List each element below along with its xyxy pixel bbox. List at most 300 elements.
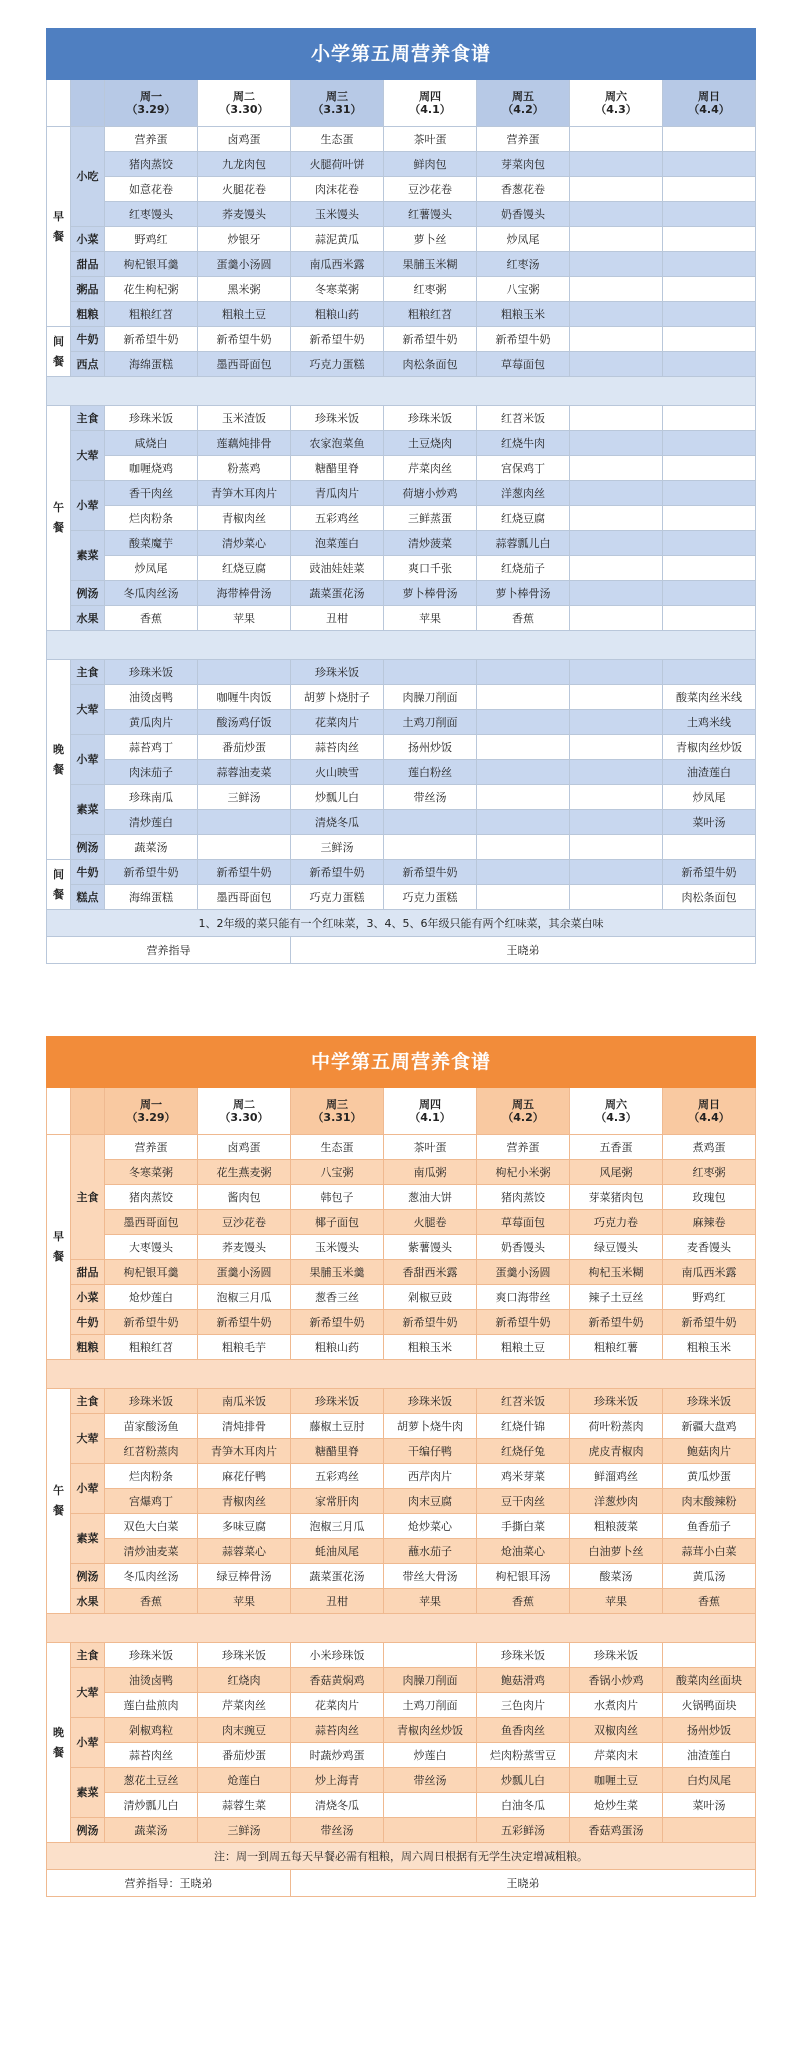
dish-cell: 芹菜肉丝 <box>384 456 477 481</box>
dish-cell: 洋葱炒肉 <box>570 1489 663 1514</box>
dish-cell: 萝卜丝 <box>384 227 477 252</box>
category-label: 素菜 <box>71 1514 105 1564</box>
dish-cell: 肉沫茄子 <box>105 760 198 785</box>
dish-cell: 白灼凤尾 <box>663 1768 756 1793</box>
dish-cell <box>477 785 570 810</box>
dish-cell: 营养蛋 <box>477 1135 570 1160</box>
dish-cell: 多味豆腐 <box>198 1514 291 1539</box>
menu-row <box>47 227 756 252</box>
dish-cell: 珍珠米饭 <box>663 1389 756 1414</box>
nutrition-guidance-label: 营养指导：王晓弟 <box>47 1870 291 1897</box>
dish-cell <box>570 760 663 785</box>
dish-cell: 猪肉蒸饺 <box>105 1185 198 1210</box>
dish-cell: 清炒瓢儿白 <box>105 1793 198 1818</box>
dish-cell: 珍珠米饭 <box>291 660 384 685</box>
dish-cell: 卤鸡蛋 <box>198 1135 291 1160</box>
dish-cell: 红烧什锦 <box>477 1414 570 1439</box>
dish-cell: 炒莲白 <box>384 1743 477 1768</box>
dish-cell <box>570 456 663 481</box>
dish-cell: 煮鸡蛋 <box>663 1135 756 1160</box>
footer-row <box>47 937 756 964</box>
category-label: 小荤 <box>71 1464 105 1514</box>
dish-cell: 墨西哥面包 <box>198 885 291 910</box>
dish-cell: 麻花仔鸭 <box>198 1464 291 1489</box>
spacer-cell <box>47 1360 756 1389</box>
dish-cell: 红烧仔兔 <box>477 1439 570 1464</box>
dish-cell: 蒜苔肉丝 <box>291 1718 384 1743</box>
day-header <box>105 80 198 127</box>
dish-cell: 新希望牛奶 <box>291 860 384 885</box>
spacer-row <box>47 1614 756 1643</box>
dish-cell: 土鸡米线 <box>663 710 756 735</box>
dish-cell <box>477 860 570 885</box>
dish-cell <box>663 1818 756 1843</box>
menu-note: 注：周一到周五每天早餐必需有粗粮，周六周日根据有无学生决定增减粗粮。 <box>47 1843 756 1870</box>
meal-label: 晚 餐 <box>47 660 71 860</box>
category-label: 粥品 <box>71 277 105 302</box>
dish-cell: 红烧牛肉 <box>477 431 570 456</box>
day-name: 周日 <box>698 90 720 103</box>
dish-cell: 粗粮红薯 <box>570 1335 663 1360</box>
dish-cell: 双色大白菜 <box>105 1514 198 1539</box>
dish-cell: 肉臊刀削面 <box>384 1668 477 1693</box>
dish-cell: 豆沙花卷 <box>198 1210 291 1235</box>
dish-cell <box>570 202 663 227</box>
dish-cell: 猪肉蒸饺 <box>477 1185 570 1210</box>
dish-cell <box>477 660 570 685</box>
spacer-row <box>47 631 756 660</box>
dish-cell: 红烧肉 <box>198 1668 291 1693</box>
dish-cell: 菜叶汤 <box>663 810 756 835</box>
category-label: 水果 <box>71 1589 105 1614</box>
dish-cell: 椰子面包 <box>291 1210 384 1235</box>
menu-row <box>47 860 756 885</box>
dish-cell: 咸烧白 <box>105 431 198 456</box>
dish-cell <box>570 810 663 835</box>
dish-cell: 黄瓜汤 <box>663 1564 756 1589</box>
dish-cell: 珍珠米饭 <box>105 406 198 431</box>
dish-cell: 扬州炒饭 <box>384 735 477 760</box>
day-name: 周六 <box>605 1098 627 1111</box>
category-label: 小荤 <box>71 735 105 785</box>
day-date: （4.1） <box>409 103 451 116</box>
dish-cell <box>477 760 570 785</box>
dish-cell: 酸菜肉丝面块 <box>663 1668 756 1693</box>
dish-cell: 莲白盐煎肉 <box>105 1693 198 1718</box>
dish-cell: 蚝油凤尾 <box>291 1539 384 1564</box>
dish-cell: 酸菜魔芋 <box>105 531 198 556</box>
dish-cell: 清炒菜心 <box>198 531 291 556</box>
dish-cell: 蛋羹小汤圆 <box>198 252 291 277</box>
dish-cell: 粗粮山药 <box>291 302 384 327</box>
dish-cell <box>663 431 756 456</box>
dish-cell: 鲜溜鸡丝 <box>570 1464 663 1489</box>
day-date: （3.30） <box>219 103 269 116</box>
dish-cell: 红枣馒头 <box>105 202 198 227</box>
dish-cell: 三鲜蒸蛋 <box>384 506 477 531</box>
dish-cell: 葱油大饼 <box>384 1185 477 1210</box>
dish-cell: 芽菜肉包 <box>477 152 570 177</box>
dish-cell: 宫保鸡丁 <box>477 456 570 481</box>
dish-cell: 番茄炒蛋 <box>198 1743 291 1768</box>
day-header <box>477 1088 570 1135</box>
dish-cell: 珍珠米饭 <box>291 406 384 431</box>
dish-cell: 苹果 <box>384 606 477 631</box>
dish-cell: 苹果 <box>198 606 291 631</box>
category-label: 大荤 <box>71 1668 105 1718</box>
dish-cell: 荞麦馒头 <box>198 202 291 227</box>
day-date: （3.29） <box>126 103 176 116</box>
dish-cell: 五彩鲜汤 <box>477 1818 570 1843</box>
dish-cell: 新疆大盘鸡 <box>663 1414 756 1439</box>
primary-school-menu <box>46 28 756 964</box>
day-name: 周五 <box>512 90 534 103</box>
dish-cell: 丑柑 <box>291 1589 384 1614</box>
dish-cell <box>570 710 663 735</box>
dish-cell: 蒜蓉瓢儿白 <box>477 531 570 556</box>
dish-cell: 烂肉粉条 <box>105 506 198 531</box>
day-date: （4.3） <box>595 1111 637 1124</box>
dish-cell: 红苕粉蒸肉 <box>105 1439 198 1464</box>
dish-cell: 青椒肉丝 <box>198 506 291 531</box>
dish-cell <box>663 1643 756 1668</box>
dish-cell <box>663 352 756 377</box>
meal-label: 早 餐 <box>47 127 71 327</box>
header-blank <box>71 1088 105 1135</box>
dish-cell: 虎皮青椒肉 <box>570 1439 663 1464</box>
dish-cell: 粗粮毛芋 <box>198 1335 291 1360</box>
category-label: 素菜 <box>71 531 105 581</box>
dish-cell: 果脯玉米羹 <box>291 1260 384 1285</box>
dish-cell <box>477 835 570 860</box>
dish-cell <box>663 227 756 252</box>
dish-cell: 红薯馒头 <box>384 202 477 227</box>
menu-row <box>47 406 756 431</box>
dish-cell: 南瓜西米露 <box>663 1260 756 1285</box>
dish-cell: 玉米馒头 <box>291 202 384 227</box>
dish-cell: 海绵蛋糕 <box>105 352 198 377</box>
dish-cell: 豆沙花卷 <box>384 177 477 202</box>
category-label: 主食 <box>71 1389 105 1414</box>
dish-cell: 香蕉 <box>105 606 198 631</box>
dish-cell <box>570 531 663 556</box>
category-label: 主食 <box>71 1135 105 1260</box>
menu-row <box>47 506 756 531</box>
dish-cell: 珍珠米饭 <box>570 1643 663 1668</box>
dish-cell: 粗粮土豆 <box>477 1335 570 1360</box>
dish-cell: 清烧冬瓜 <box>291 810 384 835</box>
dish-cell: 新希望牛奶 <box>105 1310 198 1335</box>
menu-row <box>47 785 756 810</box>
dish-cell: 八宝粥 <box>291 1160 384 1185</box>
dish-cell: 辣子土豆丝 <box>570 1285 663 1310</box>
category-label: 大荤 <box>71 685 105 735</box>
dish-cell: 油渣莲白 <box>663 760 756 785</box>
dish-cell: 鲍菇滑鸡 <box>477 1668 570 1693</box>
dish-cell: 带丝汤 <box>384 785 477 810</box>
category-label: 甜品 <box>71 252 105 277</box>
dish-cell <box>570 481 663 506</box>
dish-cell: 蒜蓉生菜 <box>198 1793 291 1818</box>
day-header <box>570 80 663 127</box>
menu-row <box>47 1489 756 1514</box>
menu-row <box>47 1464 756 1489</box>
category-label: 水果 <box>71 606 105 631</box>
menu-row <box>47 481 756 506</box>
dish-cell: 火锅鸭面块 <box>663 1693 756 1718</box>
dish-cell: 玫瑰包 <box>663 1185 756 1210</box>
dish-cell: 双椒肉丝 <box>570 1718 663 1743</box>
dish-cell <box>477 810 570 835</box>
day-name: 周三 <box>326 1098 348 1111</box>
menu-row <box>47 1210 756 1235</box>
title-row <box>47 1037 756 1088</box>
dish-cell: 泡菜莲白 <box>291 531 384 556</box>
dish-cell: 风尾粥 <box>570 1160 663 1185</box>
header-blank <box>71 80 105 127</box>
dish-cell: 冬寒菜粥 <box>291 277 384 302</box>
dish-cell: 剁椒鸡粒 <box>105 1718 198 1743</box>
day-date: （3.31） <box>312 1111 362 1124</box>
dish-cell: 胡萝卜烧牛肉 <box>384 1414 477 1439</box>
dish-cell: 枸杞小米粥 <box>477 1160 570 1185</box>
menu-title: 小学第五周营养食谱 <box>47 29 756 80</box>
dish-cell: 黄瓜肉片 <box>105 710 198 735</box>
dish-cell <box>663 835 756 860</box>
dish-cell: 肉松条面包 <box>663 885 756 910</box>
dish-cell <box>663 581 756 606</box>
dish-cell: 玉米馒头 <box>291 1235 384 1260</box>
day-name: 周五 <box>512 1098 534 1111</box>
meal-label: 晚 餐 <box>47 1643 71 1843</box>
dish-cell <box>663 127 756 152</box>
dish-cell: 红枣汤 <box>477 252 570 277</box>
category-label: 例汤 <box>71 1818 105 1843</box>
category-label: 例汤 <box>71 581 105 606</box>
dish-cell: 葱花土豆丝 <box>105 1768 198 1793</box>
dish-cell: 新希望牛奶 <box>477 327 570 352</box>
dish-cell: 洋葱肉丝 <box>477 481 570 506</box>
nutritionist-name: 王晓弟 <box>291 937 756 964</box>
dish-cell <box>198 835 291 860</box>
dish-cell: 菜叶汤 <box>663 1793 756 1818</box>
menu-row <box>47 1389 756 1414</box>
dish-cell: 蒜茸小白菜 <box>663 1539 756 1564</box>
day-date: （4.4） <box>688 103 730 116</box>
dish-cell <box>477 885 570 910</box>
dish-cell: 五彩鸡丝 <box>291 506 384 531</box>
dish-cell: 胡萝卜烧肘子 <box>291 685 384 710</box>
dish-cell: 巧克力蛋糕 <box>291 352 384 377</box>
footer-row <box>47 1870 756 1897</box>
dish-cell: 绿豆棒骨汤 <box>198 1564 291 1589</box>
dish-cell: 火山映雪 <box>291 760 384 785</box>
dish-cell: 苹果 <box>570 1589 663 1614</box>
dish-cell: 苗家酸汤鱼 <box>105 1414 198 1439</box>
title-row <box>47 29 756 80</box>
dish-cell <box>570 302 663 327</box>
category-label: 牛奶 <box>71 327 105 352</box>
dish-cell: 带丝汤 <box>291 1818 384 1843</box>
middle-school-menu <box>46 1036 756 1897</box>
day-name: 周二 <box>233 1098 255 1111</box>
dish-cell: 粗粮红苕 <box>384 302 477 327</box>
meal-label: 午 餐 <box>47 1389 71 1614</box>
dish-cell: 蒜蓉油麦菜 <box>198 760 291 785</box>
spacer-row <box>47 1360 756 1389</box>
day-header <box>384 1088 477 1135</box>
dish-cell <box>570 252 663 277</box>
dish-cell: 清炒菠菜 <box>384 531 477 556</box>
dish-cell: 红枣粥 <box>663 1160 756 1185</box>
menu-row <box>47 1235 756 1260</box>
dish-cell <box>663 327 756 352</box>
dish-cell: 麦香馒头 <box>663 1235 756 1260</box>
header-blank <box>47 1088 71 1135</box>
menu-row <box>47 1185 756 1210</box>
menu-row <box>47 1693 756 1718</box>
day-header <box>105 1088 198 1135</box>
dish-cell: 绿豆馒头 <box>570 1235 663 1260</box>
dish-cell <box>570 660 663 685</box>
day-header <box>291 80 384 127</box>
category-label: 素菜 <box>71 1768 105 1818</box>
category-label: 大荤 <box>71 1414 105 1464</box>
menu-row <box>47 885 756 910</box>
menu-row <box>47 1539 756 1564</box>
dish-cell: 白油冬瓜 <box>477 1793 570 1818</box>
meal-label: 午 餐 <box>47 406 71 631</box>
dish-cell: 奶香馒头 <box>477 202 570 227</box>
spacer-row <box>47 377 756 406</box>
dish-cell: 青椒肉丝炒饭 <box>384 1718 477 1743</box>
dish-cell: 草莓面包 <box>477 352 570 377</box>
menu-row <box>47 685 756 710</box>
dish-cell: 火腿荷叶饼 <box>291 152 384 177</box>
dish-cell: 鲍菇肉片 <box>663 1439 756 1464</box>
dish-cell <box>570 835 663 860</box>
dish-cell: 时蔬炒鸡蛋 <box>291 1743 384 1768</box>
dish-cell: 泡椒三月瓜 <box>198 1285 291 1310</box>
nutrition-guidance-label: 营养指导 <box>47 937 291 964</box>
dish-cell: 爽口千张 <box>384 556 477 581</box>
dish-cell: 萝卜棒骨汤 <box>384 581 477 606</box>
dish-cell: 芹菜肉末 <box>570 1743 663 1768</box>
day-date: （4.3） <box>595 103 637 116</box>
category-label: 小菜 <box>71 1285 105 1310</box>
dish-cell: 炒瓢儿白 <box>291 785 384 810</box>
dish-cell: 清炒油麦菜 <box>105 1539 198 1564</box>
dish-cell: 炒凤尾 <box>105 556 198 581</box>
category-label: 小荤 <box>71 1718 105 1768</box>
dish-cell: 营养蛋 <box>477 127 570 152</box>
dish-cell: 莲藕炖排骨 <box>198 431 291 456</box>
dish-cell: 枸杞玉米糊 <box>570 1260 663 1285</box>
day-header <box>198 80 291 127</box>
dish-cell: 番茄炒蛋 <box>198 735 291 760</box>
menu-row <box>47 810 756 835</box>
dish-cell: 炒银牙 <box>198 227 291 252</box>
dish-cell: 芹菜肉丝 <box>198 1693 291 1718</box>
menu-row <box>47 1818 756 1843</box>
dish-cell: 烂肉粉蒸雪豆 <box>477 1743 570 1768</box>
dish-cell: 奶香馒头 <box>477 1235 570 1260</box>
dish-cell: 枸杞银耳羹 <box>105 252 198 277</box>
menu-row <box>47 710 756 735</box>
dish-cell <box>570 431 663 456</box>
dish-cell: 枸杞银耳汤 <box>477 1564 570 1589</box>
dish-cell: 八宝粥 <box>477 277 570 302</box>
dish-cell <box>570 581 663 606</box>
dish-cell <box>663 531 756 556</box>
dish-cell: 油烫卤鸭 <box>105 685 198 710</box>
dish-cell: 花菜肉片 <box>291 710 384 735</box>
menu-row <box>47 431 756 456</box>
dish-cell: 咖喱牛肉饭 <box>198 685 291 710</box>
dish-cell: 珍珠米饭 <box>291 1389 384 1414</box>
menu-row <box>47 202 756 227</box>
note-row <box>47 1843 756 1870</box>
dish-cell: 海绵蛋糕 <box>105 885 198 910</box>
dish-cell: 蔬菜蛋花汤 <box>291 1564 384 1589</box>
dish-cell <box>570 685 663 710</box>
dish-cell: 带丝大骨汤 <box>384 1564 477 1589</box>
dish-cell: 蛋羹小汤圆 <box>198 1260 291 1285</box>
dish-cell: 如意花卷 <box>105 177 198 202</box>
dish-cell: 生态蛋 <box>291 1135 384 1160</box>
spacer-cell <box>47 377 756 406</box>
dish-cell: 茶叶蛋 <box>384 1135 477 1160</box>
menu-row <box>47 1793 756 1818</box>
dish-cell: 麻辣卷 <box>663 1210 756 1235</box>
dish-cell: 新希望牛奶 <box>384 327 477 352</box>
dish-cell: 炝炒生菜 <box>570 1793 663 1818</box>
dish-cell: 芽菜猪肉包 <box>570 1185 663 1210</box>
dish-cell: 冬瓜肉丝汤 <box>105 581 198 606</box>
menu-row <box>47 1414 756 1439</box>
dish-cell <box>570 227 663 252</box>
dish-cell <box>570 506 663 531</box>
dish-cell: 香蕉 <box>105 1589 198 1614</box>
dish-cell: 香干肉丝 <box>105 481 198 506</box>
dish-cell: 营养蛋 <box>105 127 198 152</box>
menu-row <box>47 531 756 556</box>
menu-row <box>47 735 756 760</box>
dish-cell <box>570 785 663 810</box>
dish-cell: 火腿花卷 <box>198 177 291 202</box>
dish-cell: 香蕉 <box>477 606 570 631</box>
dish-cell: 鱼香茄子 <box>663 1514 756 1539</box>
dish-cell: 土鸡刀削面 <box>384 710 477 735</box>
dish-cell: 新希望牛奶 <box>105 327 198 352</box>
day-date: （3.30） <box>219 1111 269 1124</box>
day-header <box>384 80 477 127</box>
day-name: 周四 <box>419 1098 441 1111</box>
dish-cell: 鱼香肉丝 <box>477 1718 570 1743</box>
dish-cell <box>477 710 570 735</box>
dish-cell: 白油萝卜丝 <box>570 1539 663 1564</box>
dish-cell: 青椒肉丝炒饭 <box>663 735 756 760</box>
dish-cell: 红烧茄子 <box>477 556 570 581</box>
dish-cell <box>663 277 756 302</box>
dish-cell <box>663 606 756 631</box>
dish-cell: 炝炒菜心 <box>384 1514 477 1539</box>
dish-cell: 冬寒菜粥 <box>105 1160 198 1185</box>
dish-cell: 粗粮菠菜 <box>570 1514 663 1539</box>
dish-cell: 油渣莲白 <box>663 1743 756 1768</box>
dish-cell: 花生燕麦粥 <box>198 1160 291 1185</box>
category-label: 素菜 <box>71 785 105 835</box>
